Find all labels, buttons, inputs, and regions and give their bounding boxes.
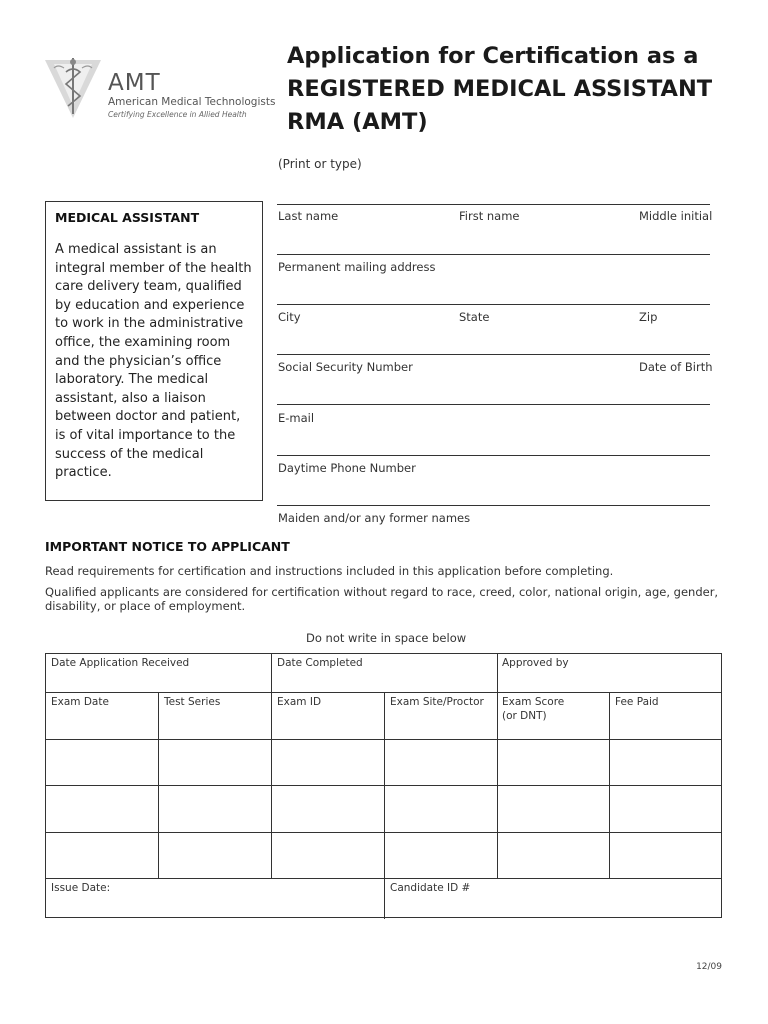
table-rule [384,692,385,919]
field-rule [277,204,710,205]
phone-field[interactable]: Daytime Phone Number [278,461,416,475]
email-field[interactable]: E-mail [278,411,315,425]
title-line-2: REGISTERED MEDICAL ASSISTANT [287,76,713,102]
first-name-field[interactable]: First name [459,209,520,223]
table-rule [271,654,272,692]
office-use-table [45,653,722,918]
state-field[interactable]: State [459,310,490,324]
title-line-1: Application for Certification as a [287,43,699,69]
approved-by-label: Approved by [502,657,569,669]
table-rule [497,692,498,878]
exam-score-line-2: (or DNT) [502,710,547,722]
medical-assistant-description: A medical assistant is an integral member of the health care delivery team, qualified by education and experience to work in the administrative office, the examining room and the physician’s office laboratory. The medical assistant, also a liaison between doctor and patient, is of vital importance to the success of the medical practice. [55,242,252,481]
page-title [287,40,757,139]
table-rule [497,654,498,692]
caduceus-logo-icon [42,56,104,122]
field-rule [277,354,710,355]
logo-tagline: Certifying Excellence in Allied Health [108,110,247,119]
field-rule [277,404,710,405]
fee-paid-label: Fee Paid [615,696,659,708]
field-rule [277,254,710,255]
table-rule [609,692,610,878]
exam-score-label [502,695,564,723]
amt-logo [42,56,282,124]
mailing-address-field[interactable]: Permanent mailing address [278,260,436,274]
logo-name: AMT [108,70,161,96]
former-names-field[interactable]: Maiden and/or any former names [278,511,471,525]
exam-score-line-1: Exam Score [502,696,565,708]
city-field[interactable]: City [278,310,301,324]
title-line-3: RMA (AMT) [287,109,428,135]
revision-date: 12/09 [696,962,722,972]
date-received-label: Date Application Received [51,657,190,669]
last-name-field[interactable]: Last name [278,209,339,223]
medical-assistant-box [45,201,263,501]
notice-heading: IMPORTANT NOTICE TO APPLICANT [45,539,290,554]
field-rule [277,304,710,305]
logo-org: American Medical Technologists [108,96,276,108]
date-completed-label: Date Completed [277,657,363,669]
ssn-field[interactable]: Social Security Number [278,360,413,374]
exam-id-label: Exam ID [277,696,322,708]
test-series-label: Test Series [164,696,221,708]
table-rule [271,692,272,878]
zip-field[interactable]: Zip [639,310,658,324]
exam-date-label: Exam Date [51,696,109,708]
field-rule [277,455,710,456]
candidate-id-label: Candidate ID # [390,882,471,894]
notice-text-2: Qualified applicants are considered for certification without regard to race, creed, color, national origin, age, gender, disability, or place of employment. [45,585,719,613]
middle-initial-field[interactable]: Middle initial [639,209,713,223]
medical-assistant-heading: MEDICAL ASSISTANT [55,210,200,225]
print-note: (Print or type) [278,157,362,171]
date-of-birth-field[interactable]: Date of Birth [639,360,713,374]
notice-text-1: Read requirements for certification and instructions included in this application before completing. [45,564,614,578]
office-use-note: Do not write in space below [306,631,467,645]
exam-site-label: Exam Site/Proctor [390,696,484,708]
issue-date-label: Issue Date: [51,882,111,894]
field-rule [277,505,710,506]
table-rule [158,692,159,878]
